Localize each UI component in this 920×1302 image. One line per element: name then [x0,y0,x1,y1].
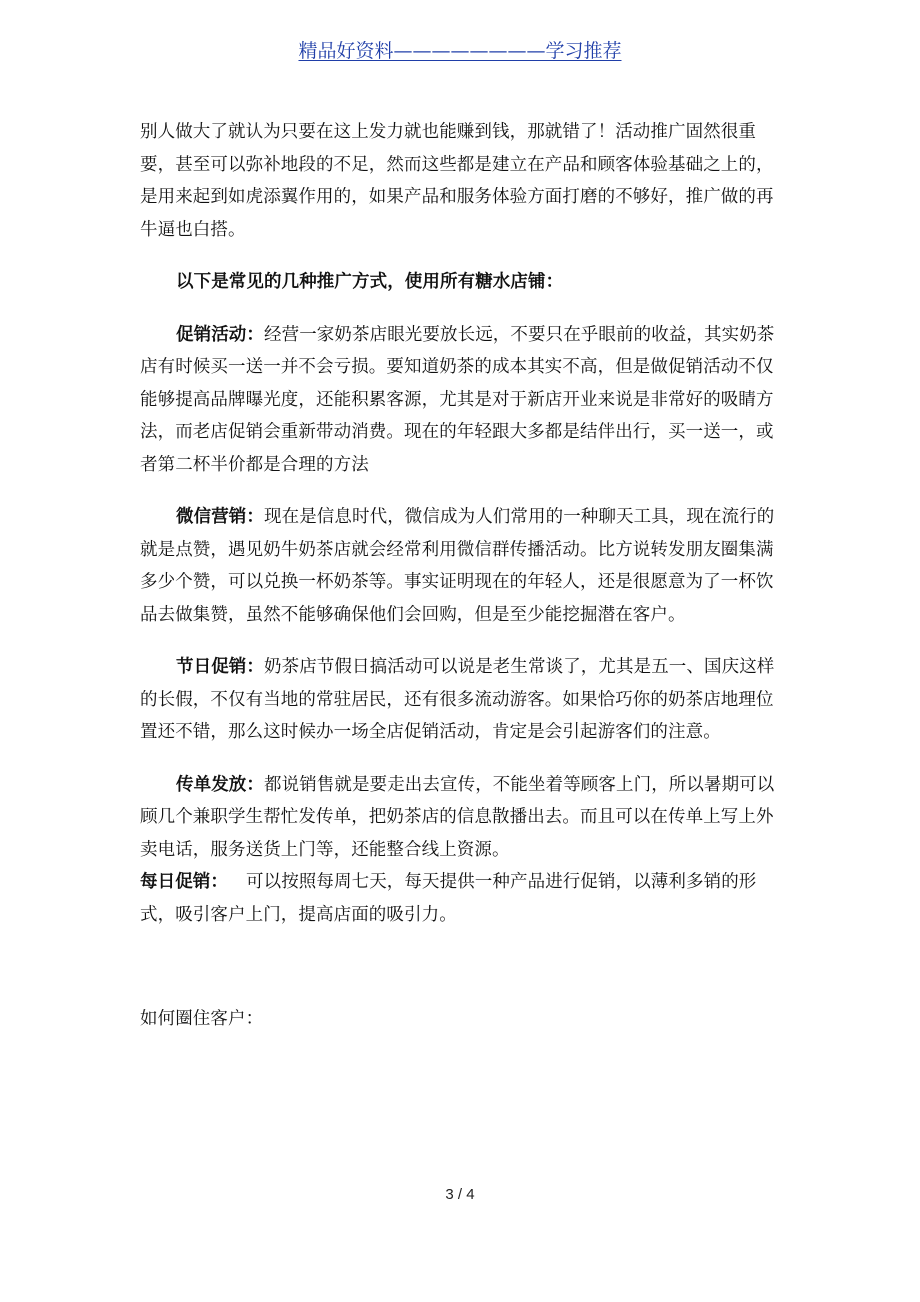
promo-activity-text: 经营一家奶茶店眼光要放长远，不要只在乎眼前的收益，其实奶茶店有时候买一送一并不会亏损。要知道奶茶的成本其实不高，但是做促销活动不仅能够提高品牌曝光度，还能积累客源，尤其是对于新店开业来说是非常好的吸睛方法，而老店促销会重新带动消费。现在的年轻跟大多都是结伴出行，买一送一，或者第二杯半价都是合理的方法 [140,324,775,475]
document-body [140,116,782,1056]
flyer-text: 都说销售就是要走出去宣传，不能坐着等顾客上门，所以暑期可以顾几个兼职学生帮忙发传单，把奶茶店的信息散播出去。而且可以在传单上写上外卖电话，服务送货上门等，还能整合线上资源。 [140,774,775,860]
wechat-marketing-paragraph [140,501,782,631]
holiday-promo-paragraph [140,651,782,749]
flyer-paragraph [140,769,782,867]
daily-promo-text: 可以按照每周七天，每天提供一种产品进行促销，以薄利多销的形式，吸引客户上门，提高店面的吸引力。 [140,872,757,925]
spacer [140,951,782,1003]
daily-promo-label: 每日促销： [140,872,228,892]
holiday-promo-text: 奶茶店节假日搞活动可以说是老生常谈了，尤其是五一、国庆这样的长假，不仅有当地的常驻居民，还有很多流动游客。如果恰巧你的奶茶店地理位置还不错，那么这时候办一场全店促销活动，肯定是会引起游客们的注意。 [140,657,775,742]
retain-customers-heading: 如何圈住客户： [140,1009,264,1029]
daily-promo-paragraph [140,866,782,931]
promotion-methods-heading: 以下是常见的几种推广方式，使用所有糖水店铺： [176,272,564,292]
wechat-marketing-label: 微信营销： [176,507,264,527]
page-header-title: 精品好资料————————学习推荐 [298,40,622,62]
flyer-label: 传单发放： [176,774,264,795]
holiday-promo-label: 节日促销： [176,657,264,677]
wechat-marketing-text: 现在是信息时代，微信成为人们常用的一种聊天工具，现在流行的就是点赞，遇见奶牛奶茶店就会经常利用微信群传播活动。比方说转发朋友圈集满多少个赞，可以兑换一杯奶茶等。事实证明现在的年轻人，还是很愿意为了一杯饮品去做集赞，虽然不能够确保他们会回购，但是至少能挖掘潜在客户。 [140,507,775,625]
promo-activity-label: 促销活动： [176,324,264,345]
intro-paragraph: 别人做大了就认为只要在这上发力就也能赚到钱，那就错了！活动推广固然很重要，甚至可以弥补地段的不足，然而这些都是建立在产品和顾客体验基础之上的，是用来起到如虎添翼作用的，如果产品和服务体验方面打磨的不够好，推广做的再牛逼也白搭。 [140,122,774,240]
page-number: 3 / 4 [445,1186,475,1203]
promo-activity-paragraph [140,319,782,482]
